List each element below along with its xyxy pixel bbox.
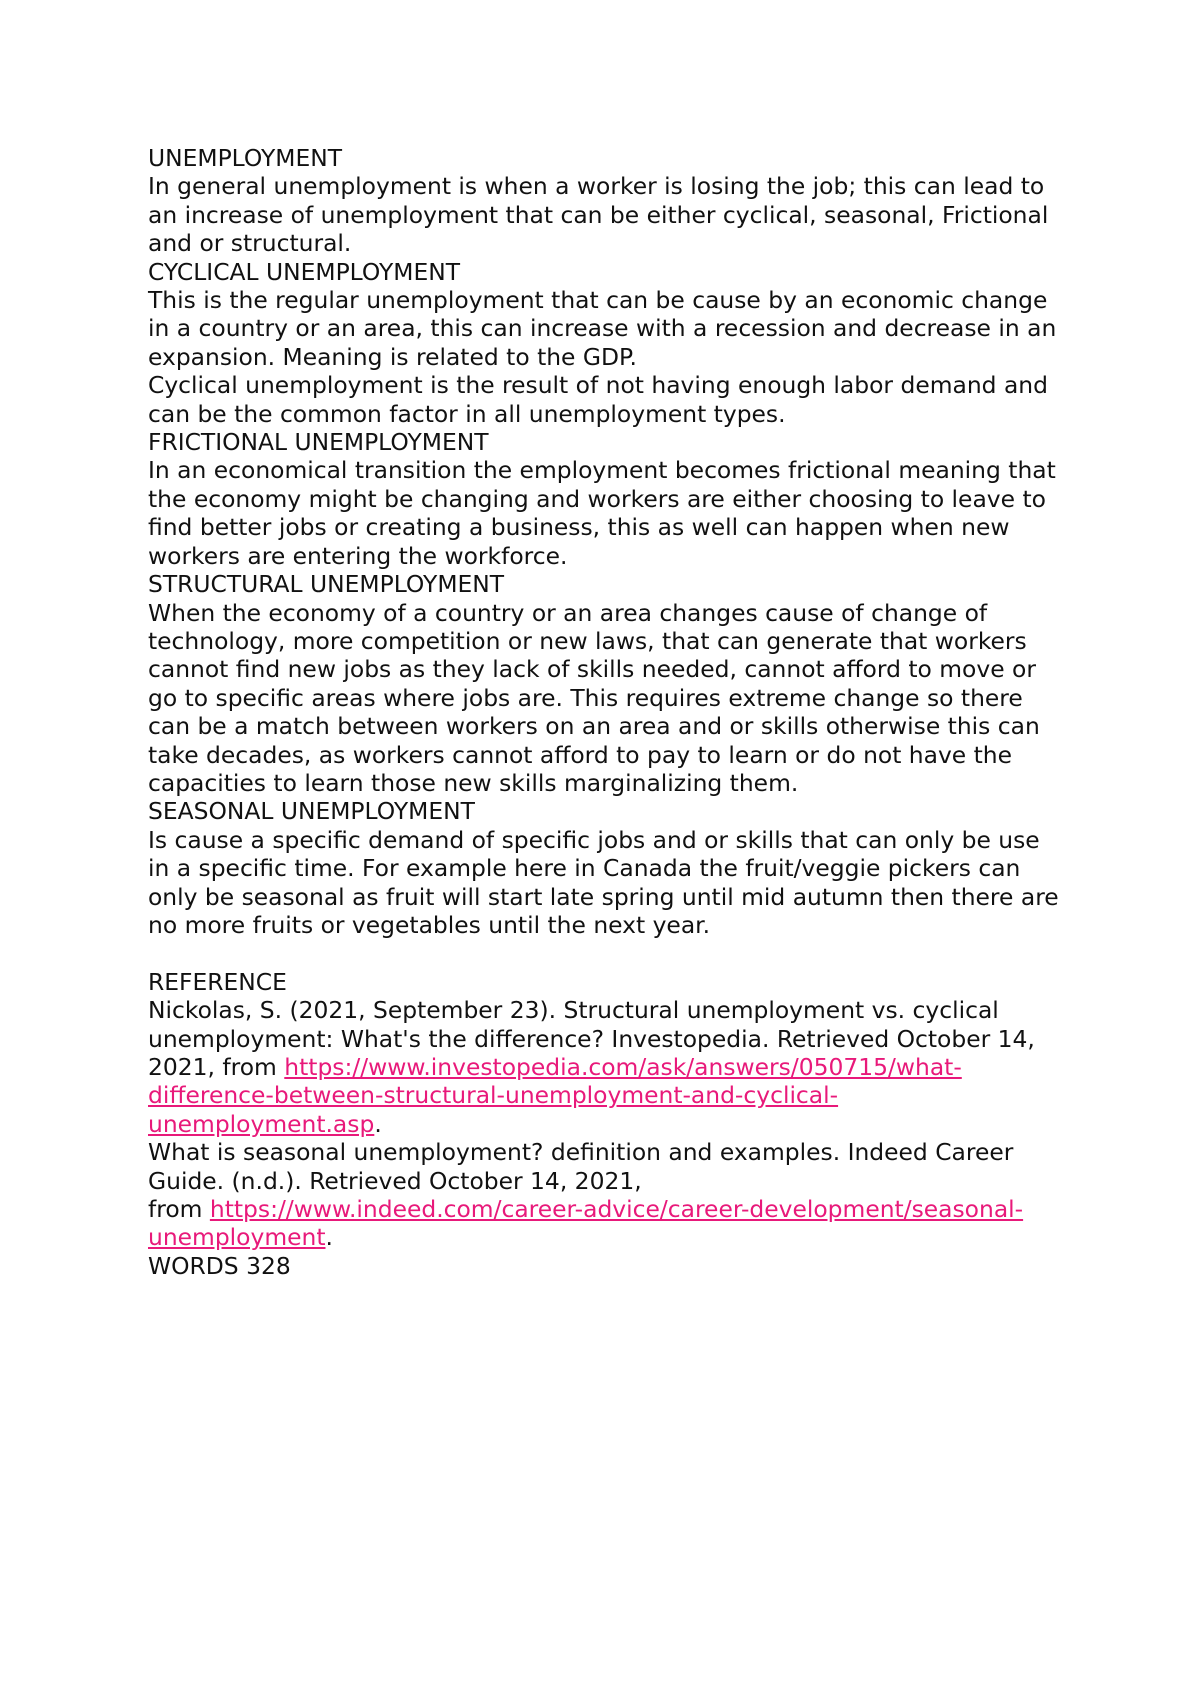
reference-2-text: What is seasonal unemployment? definition and examples. Indeed Career Guide. (n.d.). Retrieved October 14, 2021, bbox=[148, 1138, 1014, 1195]
reference-1-text: Nickolas, S. (2021, September 23). Structural unemployment vs. cyclical unemployment: What's the difference? Investopedia. Retrieved October 14, 2021, from bbox=[148, 996, 1035, 1081]
document-page bbox=[148, 144, 1068, 1280]
word-count: WORDS 328 bbox=[148, 1251, 291, 1280]
document-title: UNEMPLOYMENT bbox=[148, 144, 343, 172]
seasonal-paragraph: Is cause a specific demand of specific jobs and or skills that can only be use in a specific time. For example here in Canada the fruit/veggie pickers can only be seasonal as fruit will start late spring until mid autumn then there are no more fruits or vegetables until the next year. bbox=[148, 825, 1059, 939]
cyclical-heading: CYCLICAL UNEMPLOYMENT bbox=[148, 257, 461, 286]
reference-2 bbox=[148, 1138, 1068, 1195]
reference-2-from: from bbox=[148, 1195, 210, 1224]
seasonal-heading: SEASONAL UNEMPLOYMENT bbox=[148, 797, 475, 826]
cyclical-paragraph-1: This is the regular unemployment that can be cause by an economic change in a country or an area, this can increase with a recession and decrease in an expansion. Meaning is related to the GDP. bbox=[148, 286, 1057, 371]
reference-1-end: . bbox=[374, 1109, 382, 1138]
structural-heading: STRUCTURAL UNEMPLOYMENT bbox=[148, 570, 505, 599]
reference-1 bbox=[148, 996, 1068, 1138]
indeed-link[interactable]: https://www.indeed.com/career-advice/career-development/seasonal-unemployment bbox=[148, 1195, 1024, 1252]
section-spacer bbox=[148, 939, 1068, 967]
reference-2-link-line bbox=[148, 1195, 1068, 1252]
structural-paragraph: When the economy of a country or an area changes cause of change of technology, more competition or new laws, that can generate that workers cannot find new jobs as they lack of skills needed, cannot afford to move or go to specific areas where jobs are. This requires extreme change so there can be a match between workers on an area and or skills otherwise this can take decades, as workers cannot afford to pay to learn or do not have the capacities to learn those new skills marginalizing them. bbox=[148, 598, 1040, 797]
reference-2-end: . bbox=[325, 1223, 333, 1252]
reference-heading: REFERENCE bbox=[148, 967, 287, 996]
cyclical-paragraph-2: Cyclical unemployment is the result of not having enough labor demand and can be the common factor in all unemployment types. bbox=[148, 371, 1048, 428]
frictional-heading: FRICTIONAL UNEMPLOYMENT bbox=[148, 428, 489, 457]
investopedia-link[interactable]: https://www.investopedia.com/ask/answers/050715/what-difference-between-structural-unemployment-and-cyclical-unemployment.asp bbox=[148, 1052, 962, 1138]
frictional-paragraph: In an economical transition the employment becomes frictional meaning that the economy might be changing and workers are either choosing to leave to find better jobs or creating a business, this as well can happen when new workers are entering the workforce. bbox=[148, 456, 1056, 570]
intro-paragraph: In general unemployment is when a worker is losing the job; this can lead to an increase of unemployment that can be either cyclical, seasonal, Frictional and or structural. bbox=[148, 172, 1049, 258]
